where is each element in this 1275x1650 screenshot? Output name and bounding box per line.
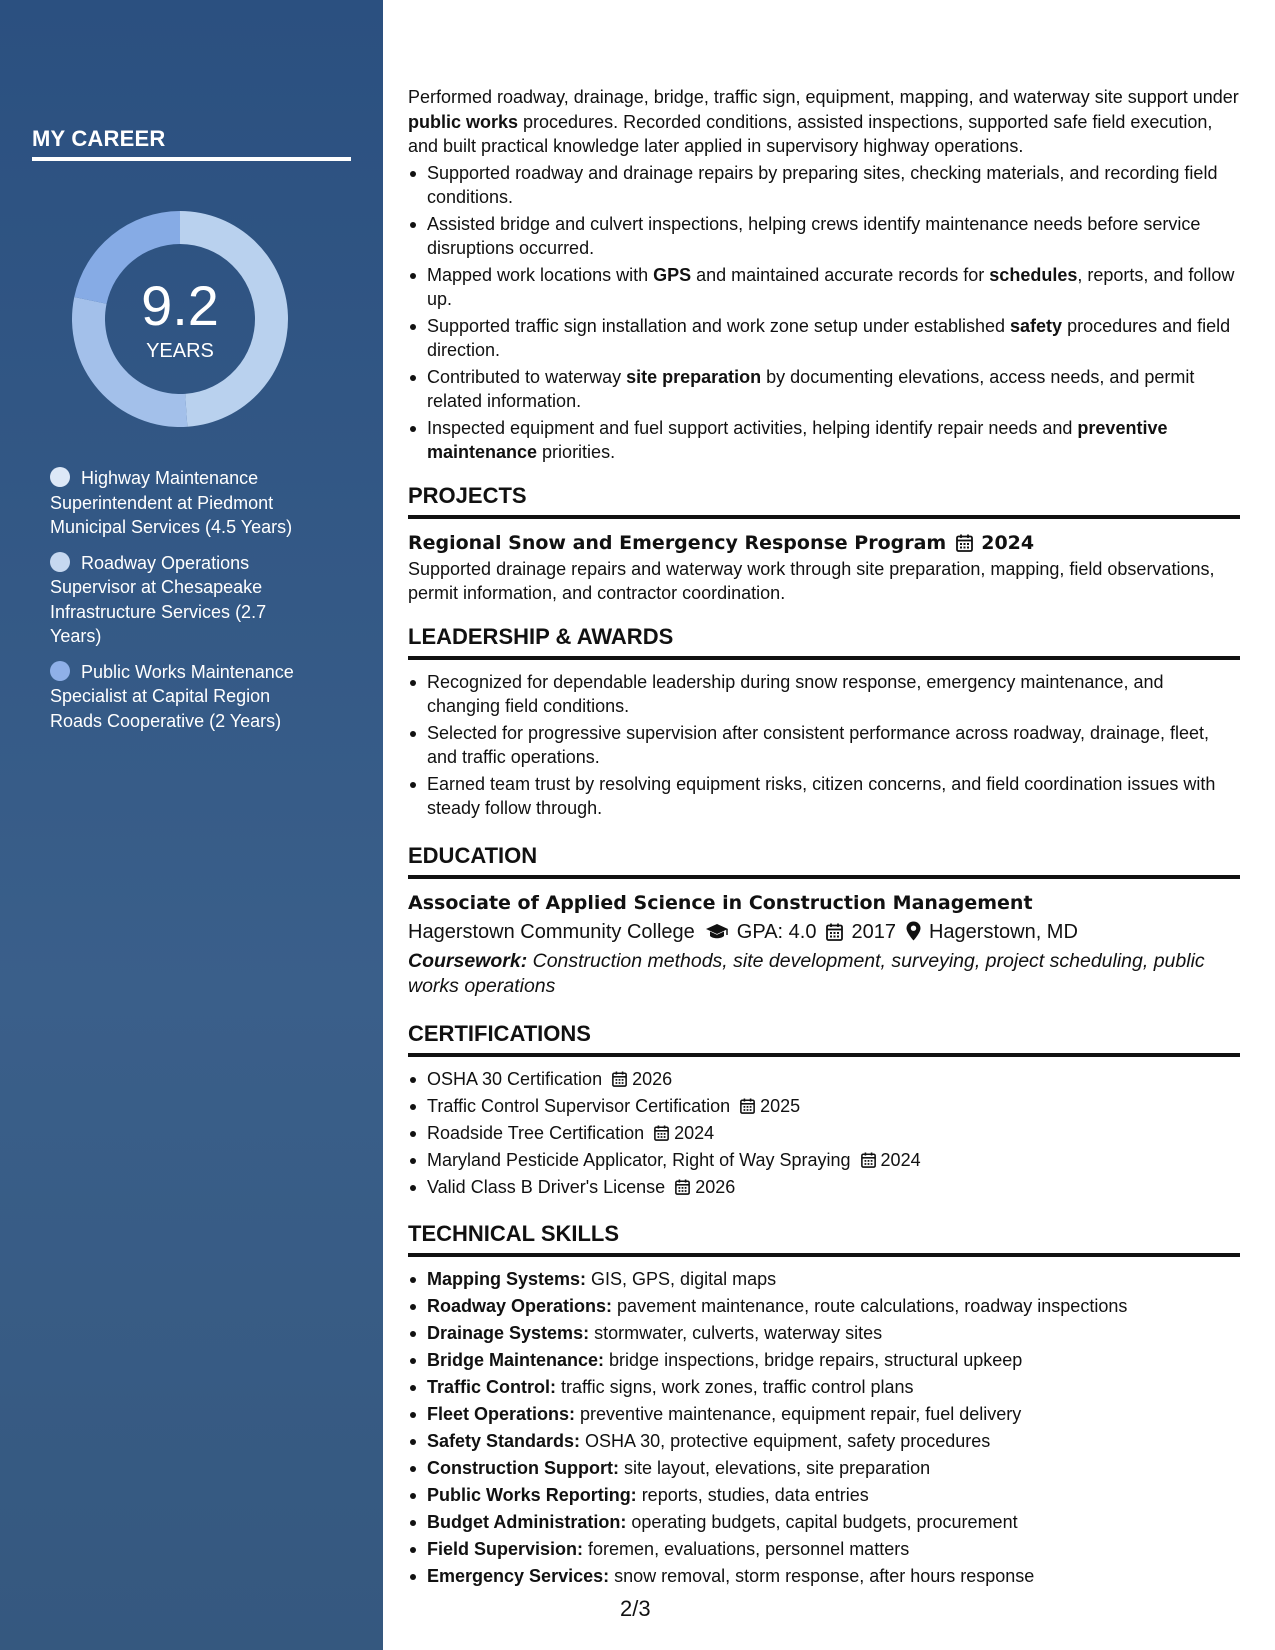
- career-item-text: Public Works Maintenance Specialist at Capital Region Roads Cooperative (2 Years): [50, 661, 294, 731]
- skill-item: [408, 1537, 1240, 1562]
- skill-label: Bridge Maintenance:: [427, 1350, 605, 1370]
- skill-label: Budget Administration:: [427, 1512, 627, 1532]
- skill-value: pavement maintenance, route calculations, roadway inspections: [612, 1296, 1128, 1316]
- bullet-text: procedures and field direction.: [427, 315, 1231, 360]
- graduation-cap-icon: [705, 923, 729, 941]
- project-description: Supported drainage repairs and waterway work through site preparation, mapping, field observations, permit information, and contractor coordination.: [408, 558, 1215, 603]
- leadership-bullet: Recognized for dependable leadership during snow response, emergency maintenance, and changing field conditions.: [408, 670, 1240, 719]
- education-degree: Associate of Applied Science in Construction Management: [408, 891, 1033, 914]
- certification-year: 2026: [632, 1068, 673, 1089]
- skill-label: Safety Standards:: [427, 1431, 581, 1451]
- certification-item: [408, 1148, 1240, 1173]
- bullet-text: Inspected equipment and fuel support activities, helping identify repair needs and: [427, 417, 1078, 438]
- certification-year: 2025: [760, 1095, 801, 1116]
- certification-item: [408, 1067, 1240, 1092]
- career-item-text: Highway Maintenance Superintendent at Piedmont Municipal Services (4.5 Years): [50, 468, 293, 537]
- bullet-dot-icon: [50, 467, 70, 487]
- career-item: [50, 660, 320, 734]
- career-title: MY CAREER: [32, 126, 166, 151]
- section-title-projects: PROJECTS: [408, 483, 1240, 519]
- skill-item: [408, 1294, 1240, 1319]
- education-section: [408, 843, 1240, 999]
- education-school: Hagerstown Community College: [408, 920, 695, 943]
- sidebar: [0, 0, 383, 1650]
- skill-value: bridge inspections, bridge repairs, structural upkeep: [604, 1350, 1023, 1370]
- career-item: [50, 551, 320, 649]
- experience-bullet: [408, 416, 1240, 465]
- bullet-dot-icon: [50, 552, 70, 572]
- section-title-certifications: CERTIFICATIONS: [408, 1021, 1240, 1057]
- skill-item: [408, 1402, 1240, 1427]
- skill-item: [408, 1456, 1240, 1481]
- career-item: [50, 466, 320, 540]
- experience-bullet: Assisted bridge and culvert inspections, helping crews identify maintenance needs before service disruptions occurred.: [408, 212, 1240, 261]
- skills-section: [408, 1221, 1240, 1589]
- career-item-text: Roadway Operations Supervisor at Chesapeake Infrastructure Services (2.7 Years): [50, 552, 267, 646]
- project-year: 2024: [981, 531, 1035, 554]
- experience-bullet: Supported roadway and drainage repairs by preparing sites, checking materials, and recording field conditions.: [408, 161, 1240, 210]
- skill-label: Fleet Operations:: [427, 1404, 576, 1424]
- main-content: [408, 85, 1240, 1591]
- page-number: 2/3: [620, 1596, 651, 1621]
- skill-item: [408, 1267, 1240, 1292]
- bullet-text: priorities.: [537, 442, 616, 462]
- skill-label: Traffic Control:: [427, 1377, 556, 1397]
- experience-bullet: [408, 314, 1240, 363]
- certifications-section: [408, 1021, 1240, 1200]
- section-title-leadership: LEADERSHIP & AWARDS: [408, 624, 1240, 660]
- calendar-icon: [654, 1125, 669, 1141]
- intro-text: procedures. Recorded conditions, assisted inspections, supported safe field execution, and built practical knowledge later applied in supervisory highway operations.: [408, 111, 1213, 156]
- leadership-bullets: [408, 670, 1240, 821]
- skill-item: [408, 1429, 1240, 1454]
- bullet-dot-icon: [50, 661, 70, 681]
- experience-bullet: [408, 263, 1240, 312]
- project-title-line: [408, 529, 1240, 557]
- skill-label: Construction Support:: [427, 1458, 619, 1478]
- bullet-bold: GPS: [653, 264, 692, 285]
- bullet-bold: schedules: [989, 264, 1078, 285]
- skill-value: traffic signs, work zones, traffic control plans: [556, 1377, 914, 1397]
- section-title-education: EDUCATION: [408, 843, 1240, 879]
- calendar-icon: [675, 1179, 690, 1195]
- bullet-text: by documenting elevations, access needs, and permit related information.: [427, 366, 1195, 411]
- education-year: 2017: [851, 920, 896, 943]
- certification-item: [408, 1121, 1240, 1146]
- skill-item: [408, 1321, 1240, 1346]
- skill-value: preventive maintenance, equipment repair, fuel delivery: [575, 1404, 1022, 1424]
- skill-label: Field Supervision:: [427, 1539, 584, 1559]
- coursework-text: Construction methods, site development, surveying, project scheduling, public works operations: [408, 949, 1205, 997]
- bullet-bold: safety: [1010, 315, 1063, 336]
- certification-name: OSHA 30 Certification: [427, 1068, 603, 1089]
- intro-text: Performed roadway, drainage, bridge, traffic sign, equipment, mapping, and waterway site support under: [408, 87, 1239, 107]
- certification-year: 2024: [880, 1149, 921, 1170]
- certifications-list: [408, 1067, 1240, 1200]
- skill-label: Mapping Systems:: [427, 1269, 587, 1289]
- certification-name: Valid Class B Driver's License: [427, 1176, 666, 1197]
- bullet-bold: preventive maintenance: [427, 417, 1168, 462]
- skills-list: [408, 1267, 1240, 1589]
- bullet-text: and maintained accurate records for: [691, 264, 990, 285]
- calendar-icon: [956, 534, 973, 552]
- certification-name: Roadside Tree Certification: [427, 1122, 645, 1143]
- education-meta: [408, 917, 1240, 947]
- career-years-unit: YEARS: [146, 340, 214, 362]
- skill-label: Roadway Operations:: [427, 1296, 613, 1316]
- skill-item: [408, 1348, 1240, 1373]
- bullet-text: Supported traffic sign installation and work zone setup under established: [427, 315, 1011, 336]
- skill-value: foremen, evaluations, personnel matters: [583, 1539, 910, 1559]
- section-title-skills: TECHNICAL SKILLS: [408, 1221, 1240, 1257]
- skill-value: OSHA 30, protective equipment, safety procedures: [580, 1431, 991, 1451]
- projects-section: [408, 483, 1240, 606]
- calendar-icon: [826, 923, 843, 941]
- experience-intro: [408, 85, 1240, 159]
- calendar-icon: [861, 1152, 876, 1168]
- calendar-icon: [740, 1098, 755, 1114]
- skill-value: site layout, elevations, site preparation: [618, 1458, 931, 1478]
- skill-value: GIS, GPS, digital maps: [586, 1269, 777, 1289]
- leadership-bullet: Selected for progressive supervision after consistent performance across roadway, drainage, fleet, and traffic operations.: [408, 721, 1240, 770]
- skill-item: [408, 1510, 1240, 1535]
- project-name: Regional Snow and Emergency Response Program: [408, 531, 947, 554]
- certification-item: [408, 1094, 1240, 1119]
- skill-value: reports, studies, data entries: [636, 1485, 869, 1505]
- bullet-text: Mapped work locations with: [427, 264, 654, 285]
- career-years-value: 9.2: [141, 274, 219, 337]
- career-divider: [32, 157, 351, 161]
- education-gpa: GPA: 4.0: [736, 920, 817, 943]
- skill-label: Drainage Systems:: [427, 1323, 590, 1343]
- skill-label: Public Works Reporting:: [427, 1485, 637, 1505]
- leadership-bullet: Earned team trust by resolving equipment risks, citizen concerns, and field coordination issues with steady follow through.: [408, 772, 1240, 821]
- skill-value: snow removal, storm response, after hours response: [609, 1566, 1035, 1586]
- skill-value: operating budgets, capital budgets, procurement: [626, 1512, 1018, 1532]
- location-pin-icon: [906, 921, 921, 941]
- certification-year: 2026: [695, 1176, 736, 1197]
- certification-item: [408, 1175, 1240, 1200]
- coursework-label: Coursework:: [408, 949, 528, 972]
- experience-bullet: [408, 365, 1240, 414]
- bullet-bold: site preparation: [626, 366, 762, 387]
- skill-value: stormwater, culverts, waterway sites: [589, 1323, 883, 1343]
- intro-bold: public works: [408, 111, 519, 132]
- bullet-text: Contributed to waterway: [427, 366, 627, 387]
- education-location: Hagerstown, MD: [928, 920, 1078, 943]
- certification-year: 2024: [674, 1122, 715, 1143]
- calendar-icon: [612, 1071, 627, 1087]
- experience-bullets: [408, 161, 1240, 465]
- education-coursework: [408, 949, 1240, 999]
- bullet-text: , reports, and follow up.: [427, 264, 1235, 309]
- experience-section: [408, 85, 1240, 465]
- skill-item: [408, 1375, 1240, 1400]
- skill-label: Emergency Services:: [427, 1566, 610, 1586]
- certification-name: Traffic Control Supervisor Certification: [427, 1095, 731, 1116]
- certification-name: Maryland Pesticide Applicator, Right of Way Spraying: [427, 1149, 851, 1170]
- career-list: [50, 466, 320, 744]
- skill-item: [408, 1564, 1240, 1589]
- leadership-section: [408, 624, 1240, 821]
- skill-item: [408, 1483, 1240, 1508]
